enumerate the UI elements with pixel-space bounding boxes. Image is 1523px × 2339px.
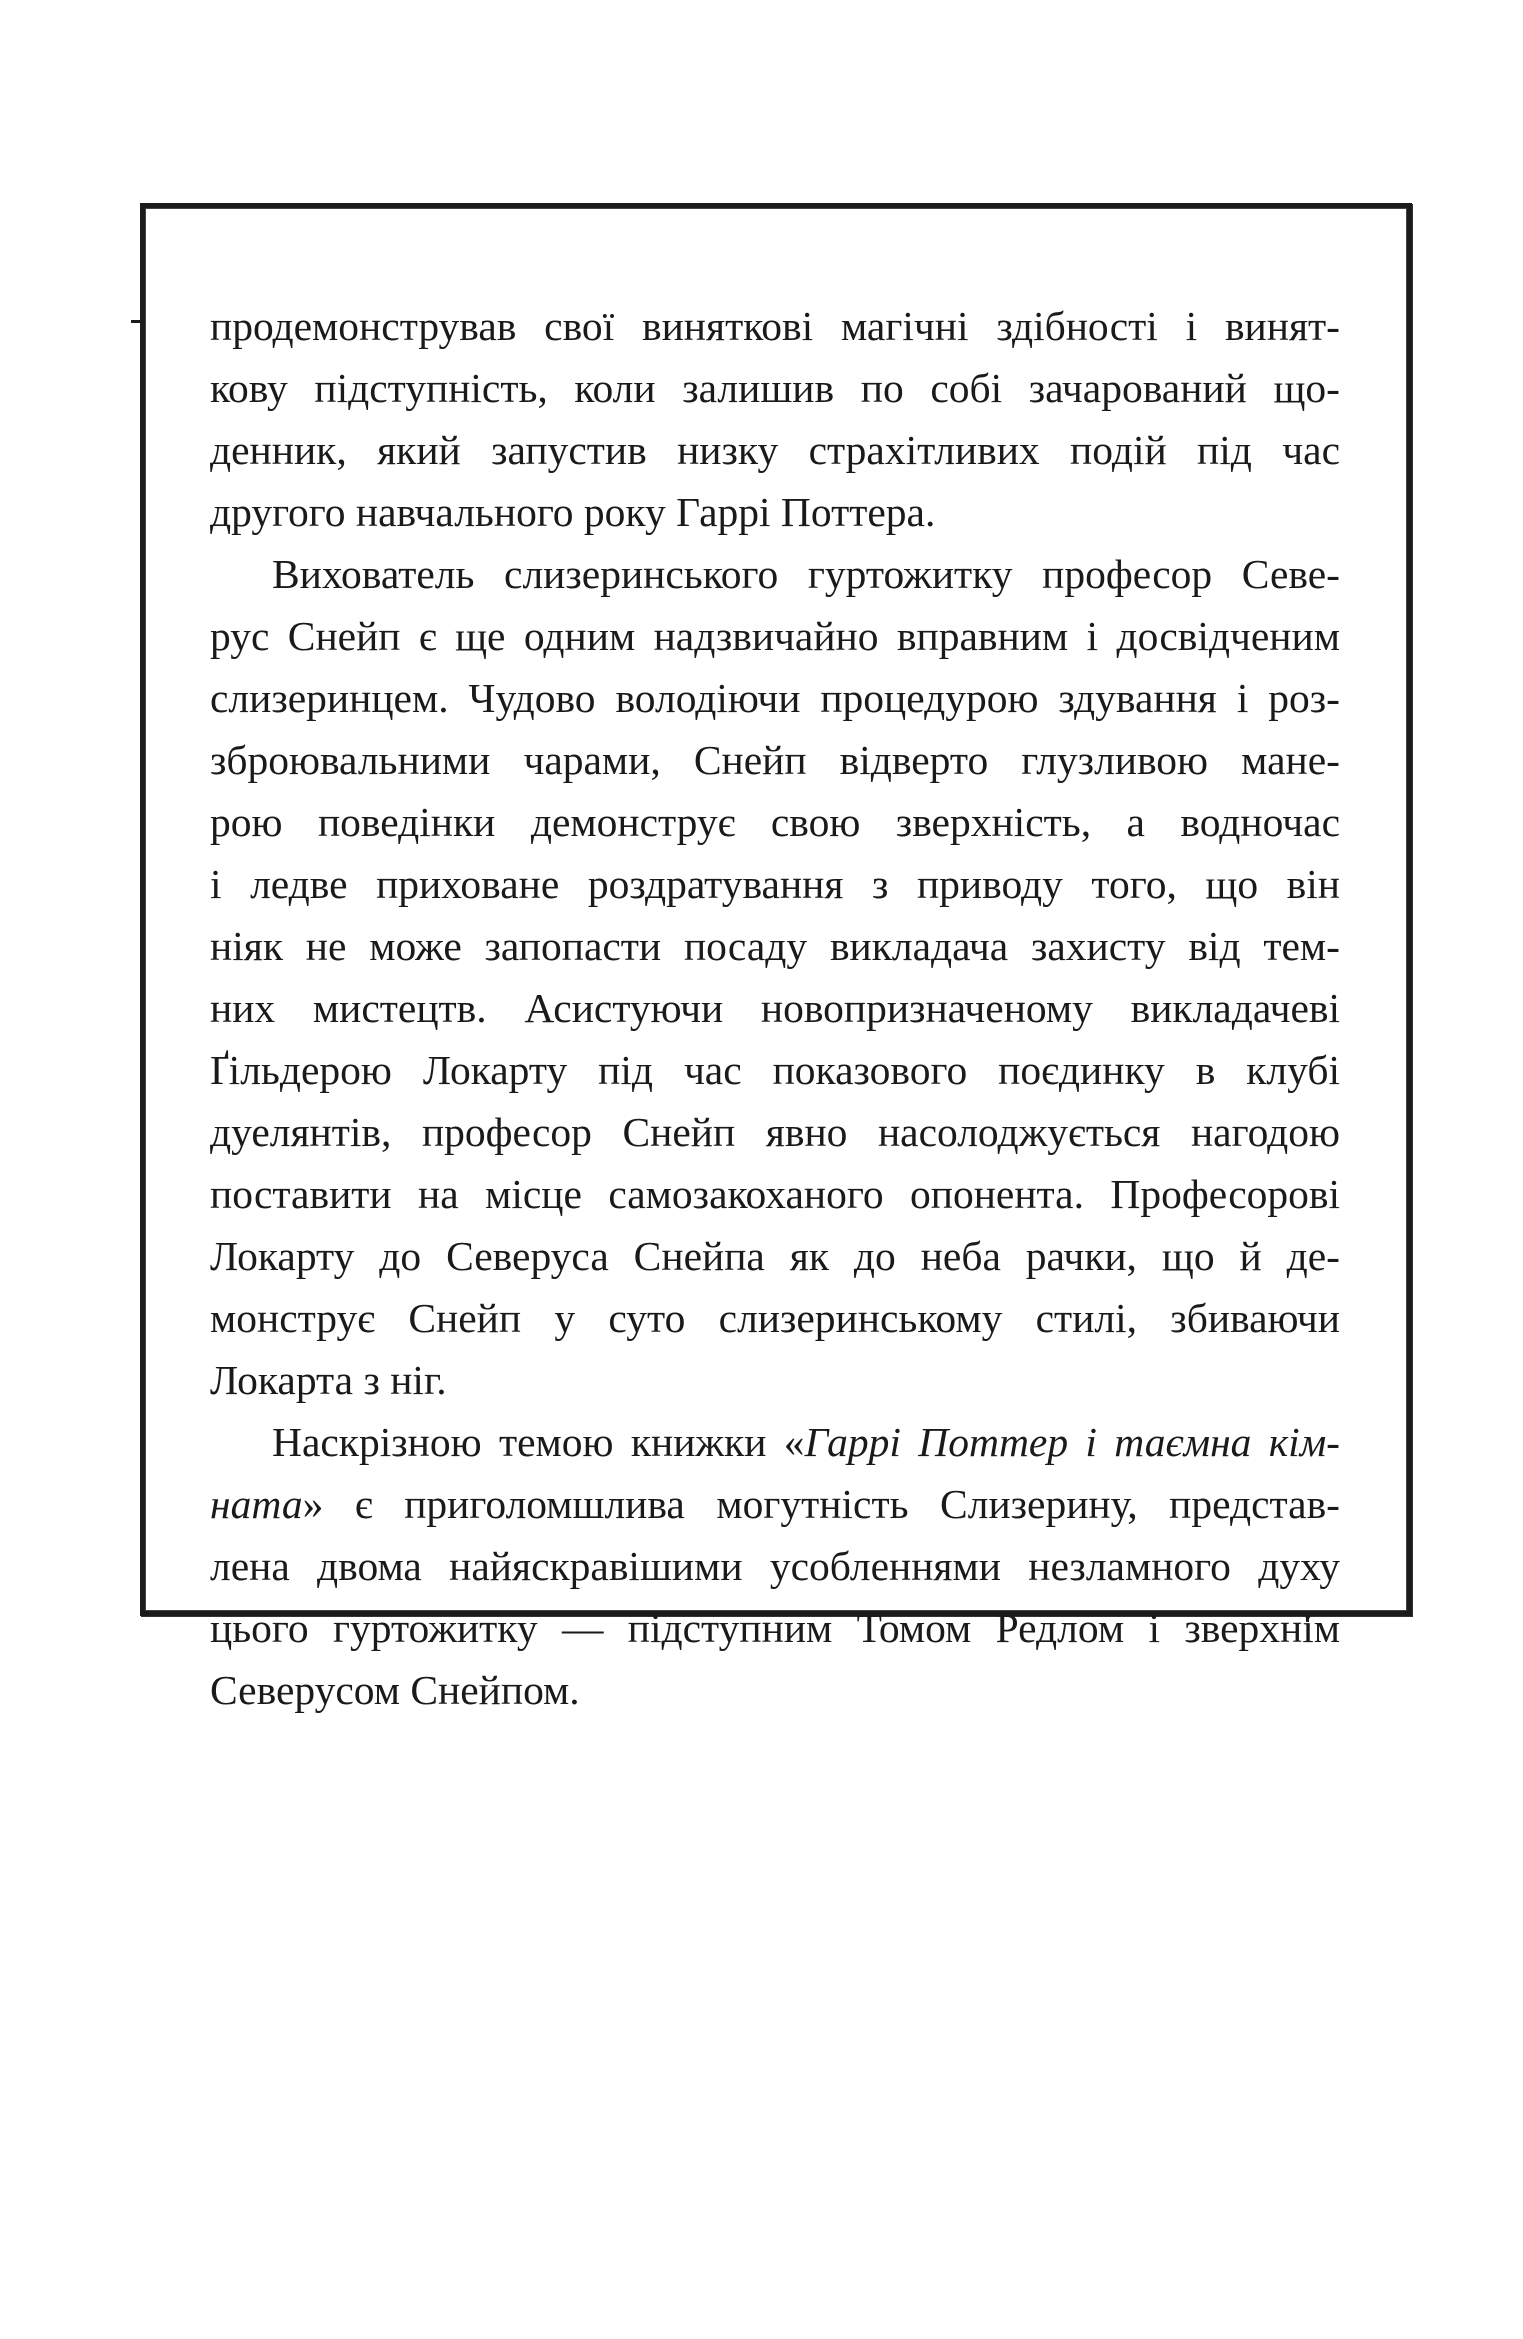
text-line: Локарта з ніг. bbox=[210, 1357, 447, 1403]
text-line: зброювальними чарами, Снейп відверто глузливою мане- bbox=[210, 737, 1340, 783]
book-title-italic: ната bbox=[210, 1481, 303, 1527]
text-segment: » є приголомшлива могутність Слизерину, представ- bbox=[302, 1481, 1340, 1527]
text-line: ніяк не може запопасти посаду викладача захисту від тем- bbox=[210, 923, 1340, 969]
text-line: монструє Снейп у суто слизеринському стилі, збиваючи bbox=[210, 1295, 1340, 1341]
text-line: денник, який запустив низку страхітливих подій під час bbox=[210, 427, 1340, 473]
text-line: Ґільдерою Локарту під час показового поєдинку в клубі bbox=[210, 1047, 1340, 1093]
text-line: рою поведінки демонструє свою зверхність, а водночас bbox=[210, 799, 1340, 845]
frame-mark-left bbox=[131, 320, 141, 323]
paragraph-3 bbox=[210, 1411, 1340, 1721]
text-line: продемонстрував свої виняткові магічні здібності і винят- bbox=[210, 303, 1340, 349]
text-line: цього гуртожитку — підступним Томом Редлом і зверхнім bbox=[210, 1605, 1340, 1651]
text-line: них мистецтв. Асистуючи новопризначеному викладачеві bbox=[210, 985, 1340, 1031]
text-line bbox=[210, 1473, 1340, 1535]
text-line: дуелянтів, професор Снейп явно насолоджується нагодою bbox=[210, 1109, 1340, 1155]
book-title-italic: Гаррі Поттер і таємна кім- bbox=[804, 1419, 1340, 1465]
body-text bbox=[210, 295, 1340, 1721]
text-line bbox=[210, 1411, 1340, 1473]
text-line: Северусом Снейпом. bbox=[210, 1667, 580, 1713]
text-line: Вихователь слизеринського гуртожитку професор Севе- bbox=[272, 551, 1340, 597]
paragraph-1 bbox=[210, 295, 1340, 543]
text-line: поставити на місце самозакоханого опонента. Професорові bbox=[210, 1171, 1340, 1217]
text-line: кову підступність, коли залишив по собі зачарований що- bbox=[210, 365, 1340, 411]
text-line: слизеринцем. Чудово володіючи процедурою здування і роз- bbox=[210, 675, 1340, 721]
text-line: Локарту до Северуса Снейпа як до неба рачки, що й де- bbox=[210, 1233, 1340, 1279]
text-line: і ледве приховане роздратування з приводу того, що він bbox=[210, 861, 1340, 907]
text-line: лена двома найяскравішими усобленнями незламного духу bbox=[210, 1543, 1340, 1589]
text-line: другого навчального року Гаррі Поттера. bbox=[210, 489, 936, 535]
paragraph-2 bbox=[210, 543, 1340, 1411]
text-segment: Наскрізною темою книжки « bbox=[272, 1419, 805, 1465]
text-line: рус Снейп є ще одним надзвичайно вправним і досвідченим bbox=[210, 613, 1340, 659]
